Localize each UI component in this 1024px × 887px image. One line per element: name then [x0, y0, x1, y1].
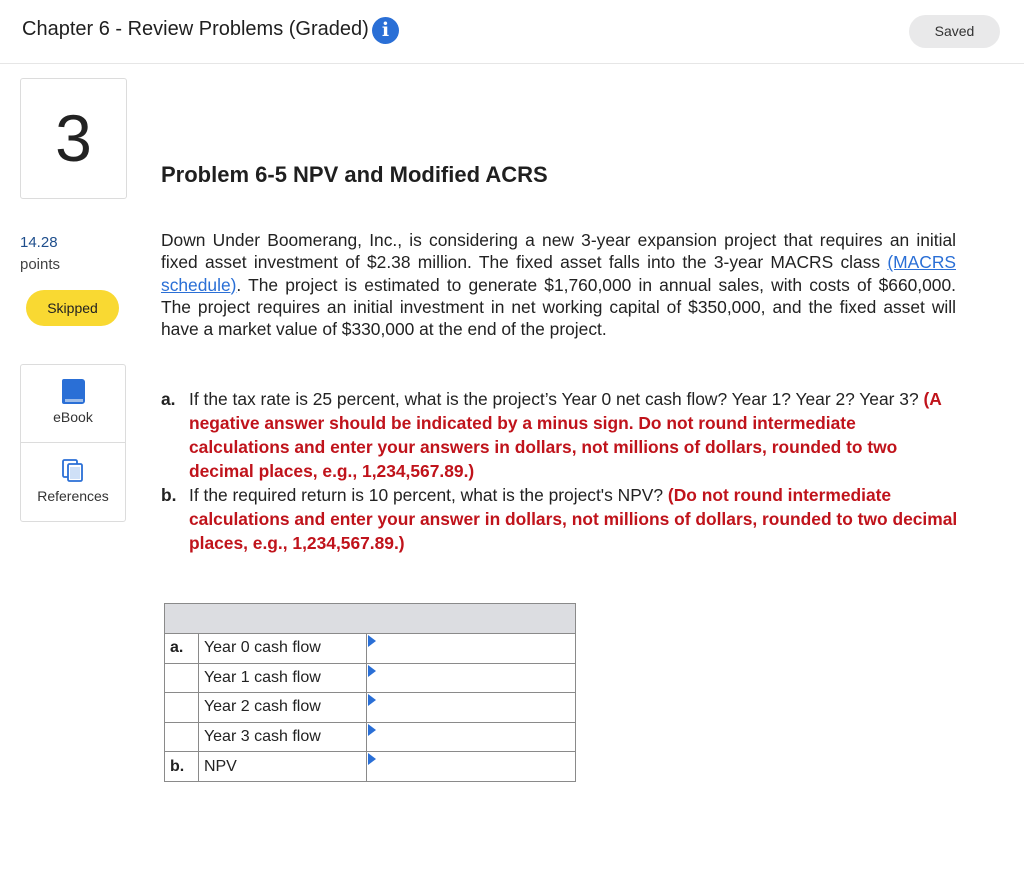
ebook-button[interactable] — [21, 365, 125, 443]
question-number: 3 — [20, 78, 127, 199]
references-button[interactable] — [21, 443, 125, 521]
part-letter: a. — [161, 389, 176, 409]
table-row — [165, 722, 576, 752]
input-marker-icon — [368, 724, 376, 736]
stem-text-1: Down Under Boomerang, Inc., is considering a new 3-year expansion project that requires an initial fixed asset investment of $2.38 million. The fixed asset falls into the 3-year MACRS class — [161, 230, 956, 273]
saved-status-button[interactable]: Saved — [909, 15, 1000, 48]
year-0-cash-flow-input[interactable] — [379, 636, 571, 660]
macrs-schedule-link[interactable]: (MACRS schedule) — [161, 252, 956, 295]
problem-title: Problem 6-5 NPV and Modified ACRS — [161, 162, 548, 187]
part-b — [161, 483, 961, 555]
table-row — [165, 663, 576, 693]
row-letter: b. — [165, 752, 199, 782]
row-letter — [165, 663, 199, 693]
part-letter: b. — [161, 485, 177, 505]
part-text — [189, 387, 961, 483]
part-a — [161, 387, 961, 483]
info-icon[interactable]: i — [372, 17, 399, 44]
year-3-cash-flow-cell — [366, 722, 575, 752]
assignment-title: Chapter 6 - Review Problems (Graded) — [22, 18, 369, 40]
part-question: If the tax rate is 25 percent, what is the project’s Year 0 net cash flow? Year 1? Year 2? Year 3? — [189, 389, 924, 409]
ebook-label: eBook — [53, 409, 93, 425]
status-badge: Skipped — [26, 290, 119, 326]
table-row — [165, 693, 576, 723]
npv-input[interactable] — [379, 754, 571, 778]
table-header-row — [165, 604, 576, 634]
part-instruction: (Do not round intermediate calculations and enter your answer in dollars, not millions of dollars, rounded to two decimal places, e.g., 1,234,567.89.) — [189, 485, 958, 553]
input-marker-icon — [368, 694, 376, 706]
table-row — [165, 634, 576, 664]
points-value: 14.28 — [20, 234, 58, 251]
row-label: Year 2 cash flow — [198, 693, 366, 723]
table-header — [165, 604, 576, 634]
row-label: Year 3 cash flow — [198, 722, 366, 752]
part-instruction: (A negative answer should be indicated by a minus sign. Do not round intermediate calculations and enter your answers in dollars, not millions of dollars, rounded to two decimal places, e.g., 1,234,567.89.) — [189, 389, 942, 481]
points-label: points — [20, 256, 61, 273]
stem-text-2: . The project is estimated to generate $1,760,000 in annual sales, with costs of $660,000. The project requires an initial investment in net working capital of $350,000, and the fixed asset will have a market value of $330,000 at the end of the project. — [161, 274, 956, 340]
copy-icon — [61, 458, 87, 484]
top-bar — [0, 0, 1024, 64]
row-label: NPV — [198, 752, 366, 782]
row-letter — [165, 722, 199, 752]
references-label: References — [37, 488, 109, 504]
row-label: Year 1 cash flow — [198, 663, 366, 693]
part-text — [189, 483, 961, 555]
book-icon — [62, 379, 85, 404]
part-question: If the required return is 10 percent, what is the project's NPV? — [189, 485, 668, 505]
year-1-cash-flow-input[interactable] — [379, 666, 571, 690]
input-marker-icon — [368, 753, 376, 765]
year-2-cash-flow-cell — [366, 693, 575, 723]
year-1-cash-flow-cell — [366, 663, 575, 693]
resources-panel — [20, 364, 126, 522]
row-label: Year 0 cash flow — [198, 634, 366, 664]
input-marker-icon — [368, 665, 376, 677]
problem-stem — [161, 229, 956, 340]
input-marker-icon — [368, 635, 376, 647]
year-2-cash-flow-input[interactable] — [379, 695, 571, 719]
problem-parts — [161, 387, 961, 555]
year-0-cash-flow-cell — [366, 634, 575, 664]
year-3-cash-flow-input[interactable] — [379, 725, 571, 749]
row-letter — [165, 693, 199, 723]
row-letter: a. — [165, 634, 199, 664]
answer-table — [164, 603, 576, 782]
npv-cell — [366, 752, 575, 782]
table-row — [165, 752, 576, 782]
